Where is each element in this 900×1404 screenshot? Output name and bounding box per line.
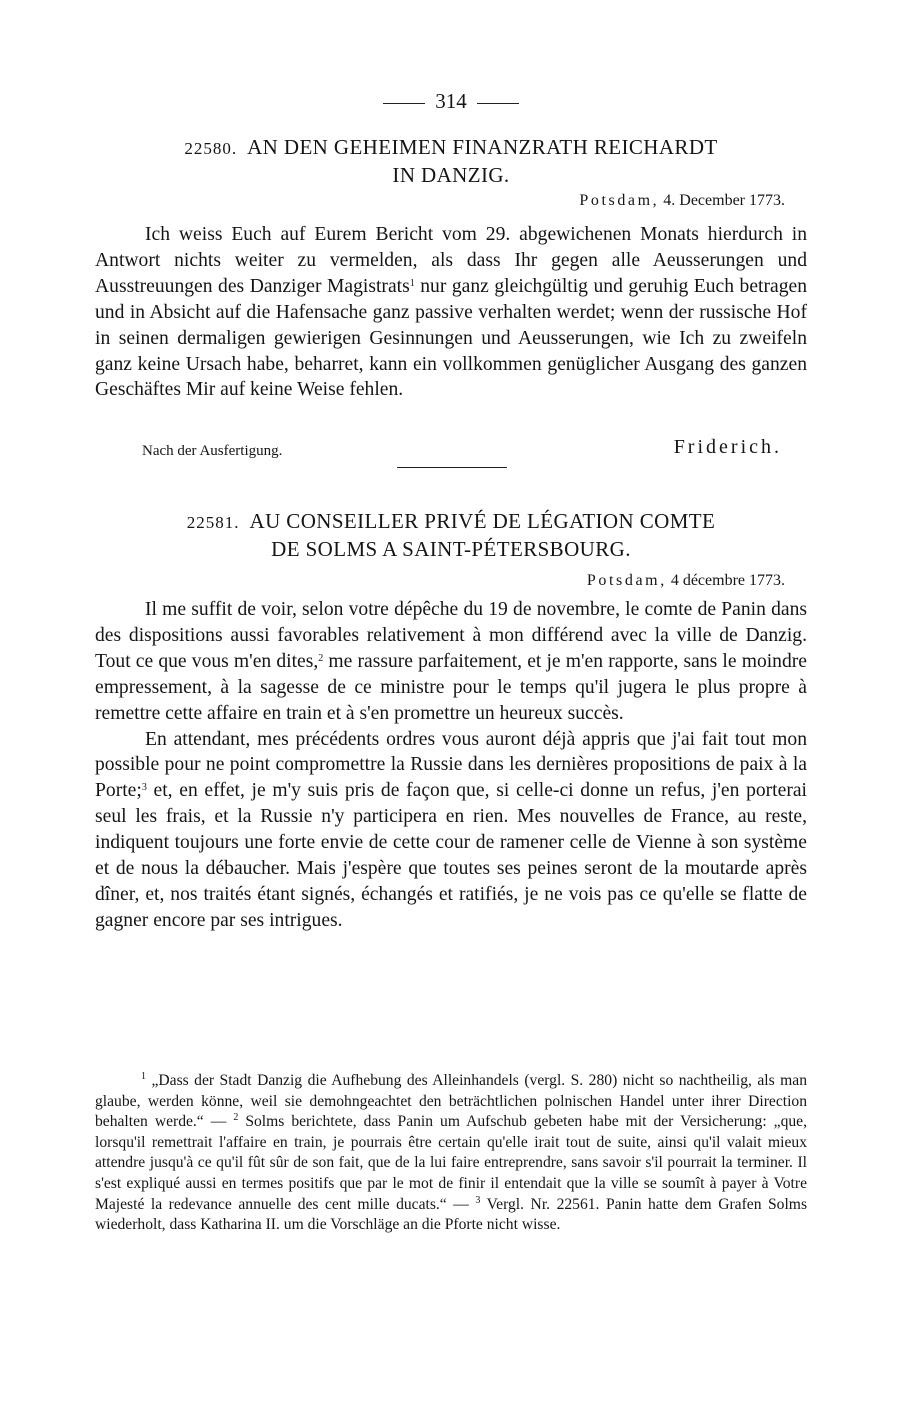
letter-paragraph: Ich weiss Euch auf Eurem Bericht vom 29. abgewichenen Monats hierdurch in Antwort nichts weiter zu vermelden, als dass Ihr gegen alle Aeusserungen und Ausstreuungen des Danziger Magistrats$^1$ nur ganz gleichgültig und geruhig Euch betragen und in Absicht auf die Hafensache ganz passive verhalten werdet; wenn der russische Hof in seinen dermaligen gewierigen Gesinnungen und Aeusserungen, wie Ich zu zweifeln ganz keine Ursach habe, beharret, kann ein vollkommen genüglicher Ausgang des ganzen Geschäftes Mir auf keine Weise fehlen. [95, 224, 807, 401]
letter-paragraph: Il me suffit de voir, selon votre dépêche du 19 de novembre, le comte de Panin dans des dispositions aussi favorables relativement à mon différend avec la ville de Danzig. Tout ce que vous m'en dites,$^2$ me rassure parfaitement, et je m'en rapporte, sans le moindre empressement, à la sagesse de ce ministre pour le temps qu'il jugera le plus propre à remettre cette affaire en train et à s'en promettre un heureux succès. [95, 599, 807, 724]
signature: Friderich. [673, 436, 782, 458]
page-number-rule [383, 103, 425, 104]
letter-paragraph: En attendant, mes précédents ordres vous auront déjà appris que j'ai fait tout mon possible pour ne point compromettre la Russie dans les dernières propositions de paix à la Porte;$^3$ et, en effet, je m'y suis pris de façon que, si celle-ci donne un refus, j'en porterai seul les frais, et la Russie n'y participera en rien. Mes nouvelles de France, au reste, indiquent toujours une forte envie de cette cour de ramener celle de Vienne à son système et de nous la débaucher. Mais j'espère que toutes ses peines seront de la moutarde après dîner, et, nos traités étant signés, échangés et ratifiés, je ne vois pas ce qu'elle se flatte de gagner encore par ses intrigues. [95, 728, 807, 931]
letter-heading-line: AN DEN GEHEIMEN FINANZRATH REICHARDT [247, 135, 718, 159]
letter-dateline [579, 190, 785, 212]
page-number: 314 [435, 89, 467, 113]
letter-dateline [587, 570, 785, 592]
footnote-marker: 1 [141, 1071, 146, 1082]
section-separator [397, 467, 507, 468]
footnote-text: „Dass der Stadt Danzig die Aufhebung des Alleinhandels (vergl. S. 280) nicht so nachtheilig, als man glaube, werden könne, weil sie demohngeachtet den beträchtlichen polnischen Handel unter ihrer Direction behalten werde.“ — [95, 1072, 807, 1131]
letter-heading-line: IN DANZIG. [392, 163, 510, 187]
footnote-block [95, 1071, 807, 1236]
letter-heading [95, 134, 807, 188]
footnote-ref: 1 [409, 277, 415, 289]
letter-heading [95, 508, 807, 562]
page-number-rule [477, 103, 519, 104]
letter-heading-line: AU CONSEILLER PRIVÉ DE LÉGATION COMTE [249, 509, 716, 533]
date-value: 4. December 1773. [663, 192, 785, 209]
letter-heading-line: DE SOLMS A SAINT-PÉTERSBOURG. [271, 537, 631, 561]
date-value: 4 décembre 1773. [670, 572, 785, 589]
date-place: Potsdam, [579, 192, 660, 209]
footnote-marker: 3 [475, 1194, 481, 1206]
footnote-text: Vergl. Nr. 22561. Panin hatte dem Grafen Solms wiederholt, dass Katharina II. um die Vorschläge an die Pforte nicht wisse. [95, 1195, 808, 1234]
letter-number: 22581. [186, 513, 240, 532]
footnotes [95, 1071, 807, 1236]
footnote-marker: 2 [233, 1112, 239, 1124]
footnote-ref: 3 [141, 782, 147, 794]
letter-number: 22580. [184, 139, 238, 158]
letter-body [95, 222, 807, 403]
letter-body [95, 597, 807, 934]
date-place: Potsdam, [586, 572, 667, 589]
source-note: Nach der Ausfertigung. [142, 443, 283, 459]
footnote-text: Solms berichtete, dass Panin um Aufschub gebeten habe mit der Versicherung: „que, lorsqu'il remettrait l'affaire en train, je pourrais être certain qu'elle irait tout de suite, ainsi qu'il valait mieux attendre jusqu'à ce qu'il fût sûr de son fait, que de la lui faire entreprendre, sans savoir s'il pourrait la terminer. Il s'est expliqué aussi en termes positifs que par le mot de finir il entendait que la ville se soumît à payer à Votre Majesté la redevance annuelle des cent mille ducats.“ — [95, 1113, 807, 1213]
footnote-ref: 2 [318, 652, 324, 664]
page-number-line [95, 86, 807, 116]
